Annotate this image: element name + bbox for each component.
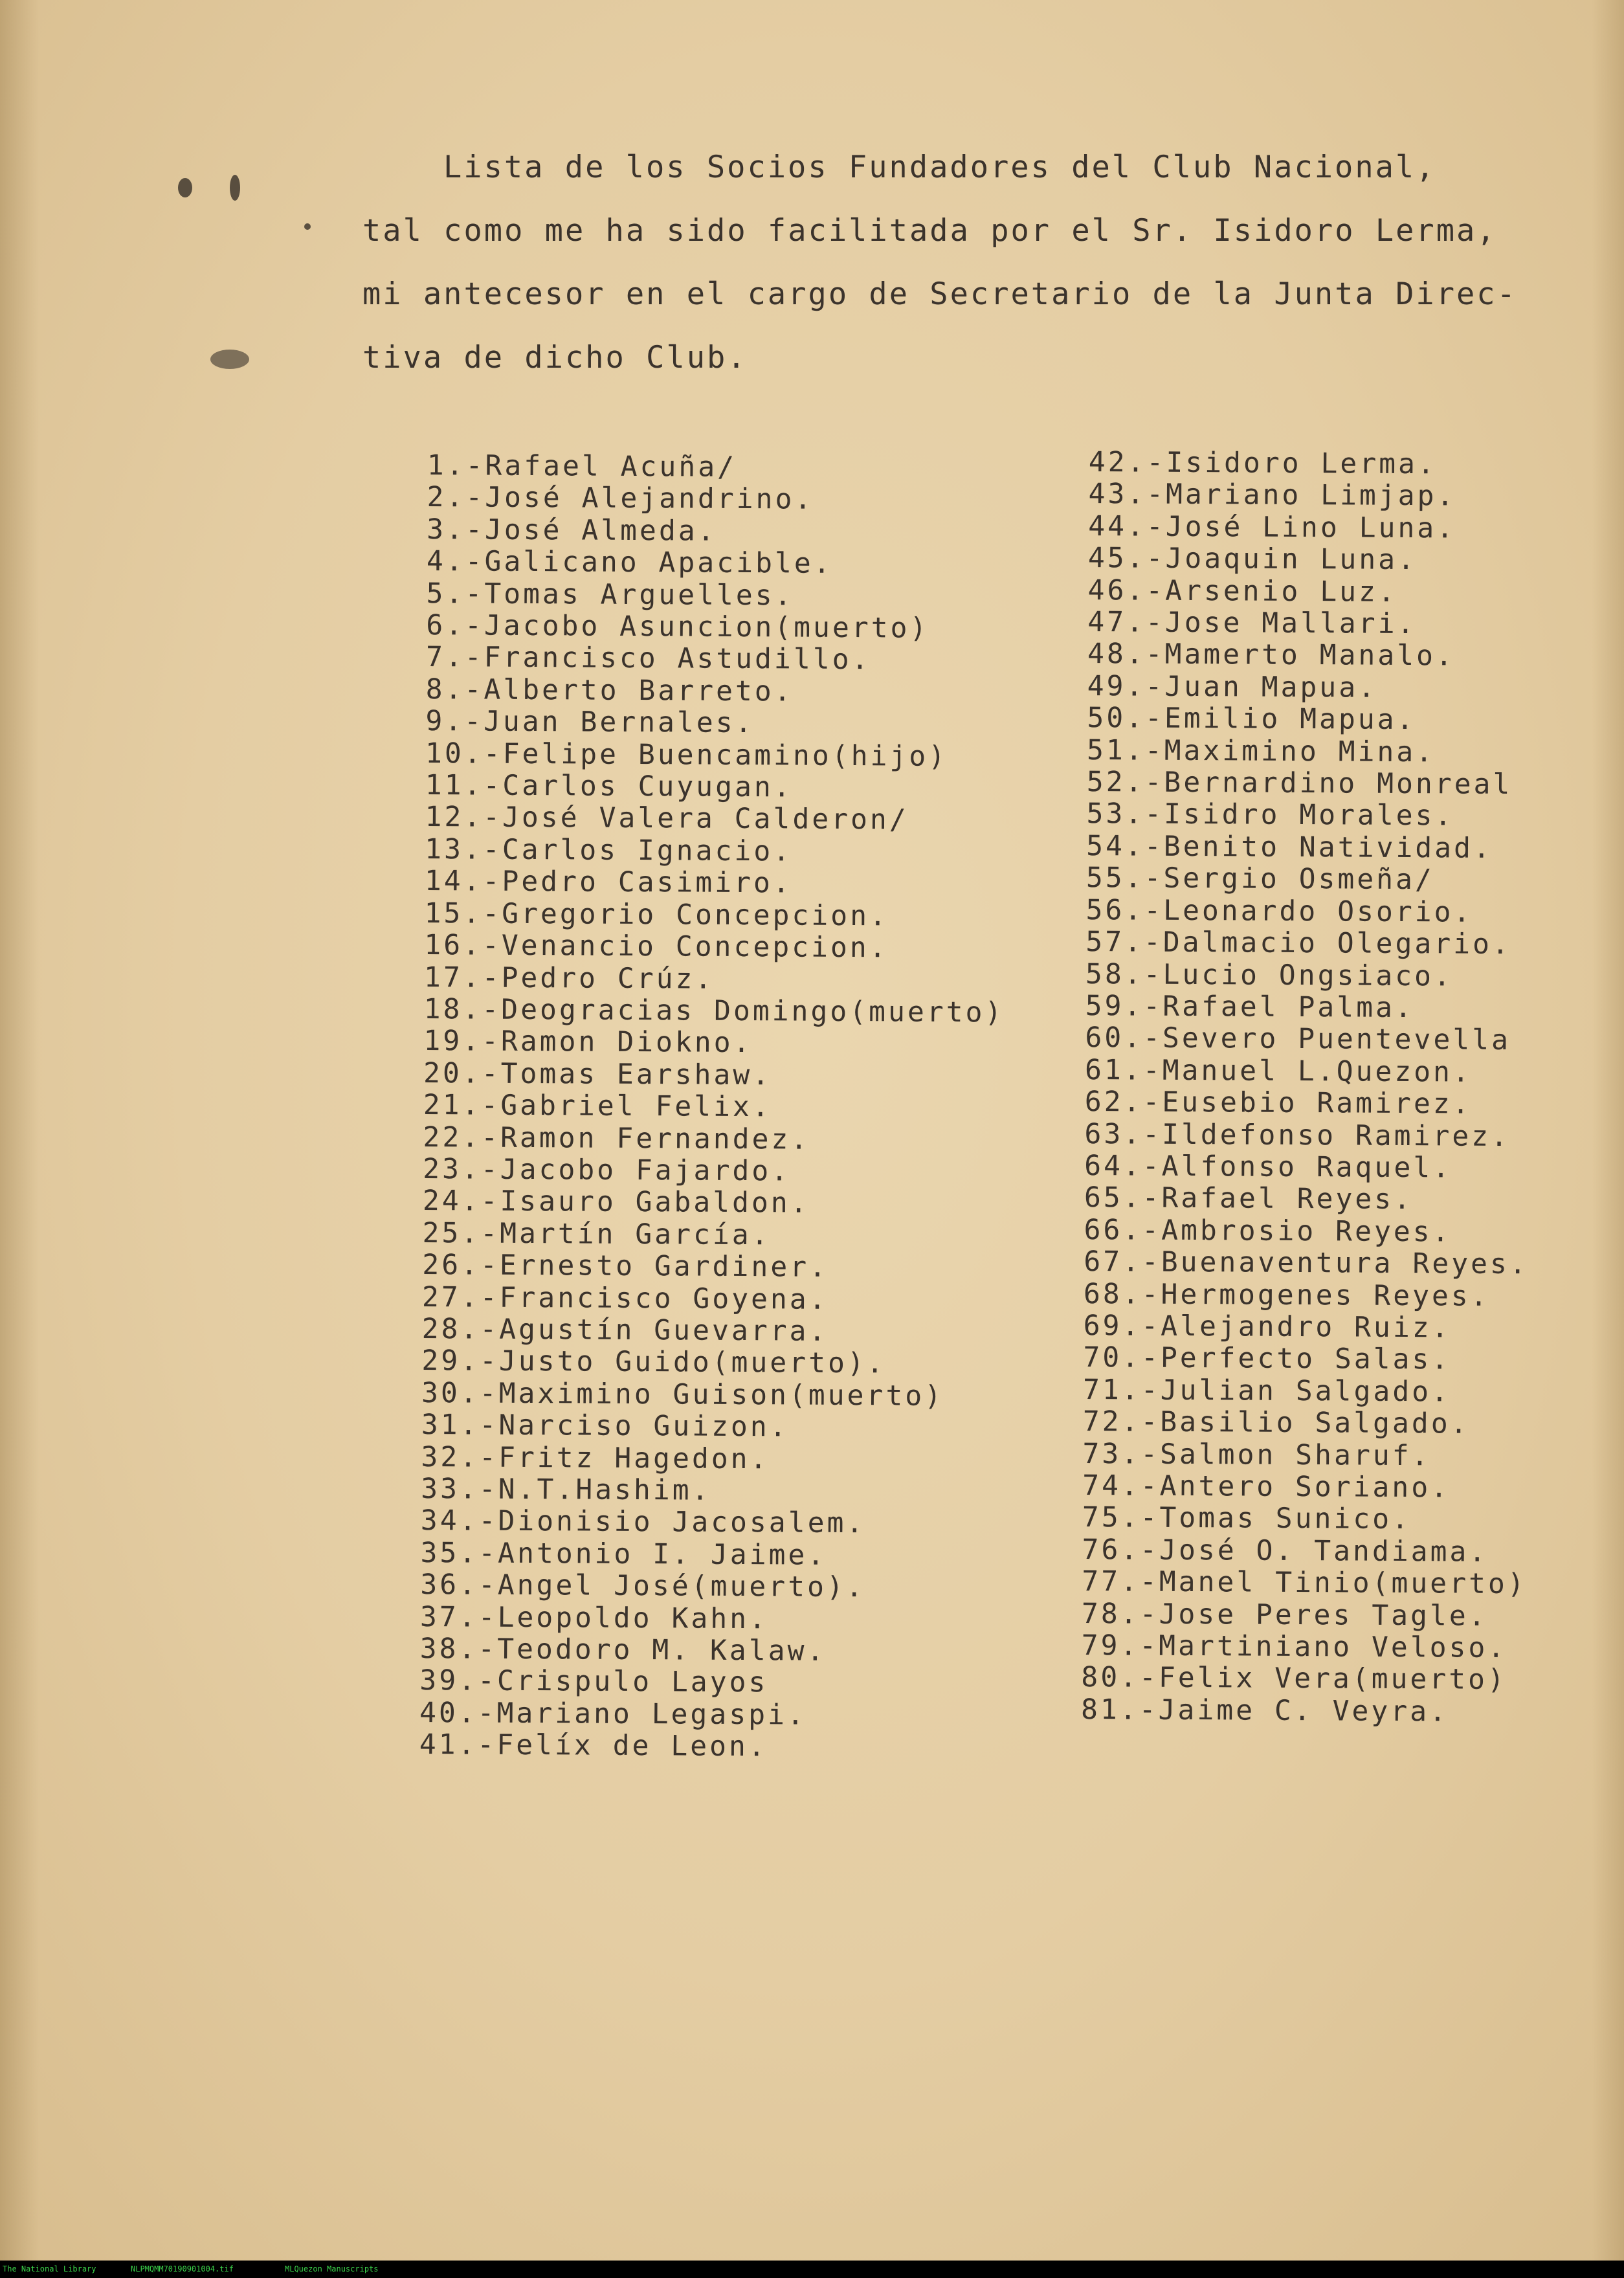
member-entry: 73.-Salmon Sharuf. xyxy=(1082,1437,1431,1472)
member-entry: 18.-Deogracias Domingo(muerto) xyxy=(423,992,1005,1029)
member-entry: 54.-Benito Natividad. xyxy=(1086,829,1493,865)
member-entry: 22.-Ramon Fernandez. xyxy=(423,1121,810,1156)
member-entry: 24.-Isauro Gabaldon. xyxy=(422,1185,810,1220)
member-entry: 70.-Perfecto Salas. xyxy=(1083,1341,1451,1376)
member-entry: 65.-Rafael Reyes. xyxy=(1084,1181,1414,1216)
intro-line: Lista de los Socios Fundadores del Club Nacional, xyxy=(443,150,1436,185)
member-entry: 74.-Antero Soriano. xyxy=(1082,1469,1451,1504)
member-entry: 55.-Sergio Osmeña/ xyxy=(1085,862,1435,897)
member-entry: 50.-Emilio Mapua. xyxy=(1087,702,1416,737)
member-entry: 5.-Tomas Arguelles. xyxy=(426,577,794,612)
member-entry: 43.-Mariano Limjap. xyxy=(1088,478,1456,513)
member-entry: 20.-Tomas Earshaw. xyxy=(423,1056,772,1091)
member-entry: 13.-Carlos Ignacio. xyxy=(425,832,793,868)
member-entry: 33.-N.T.Hashim. xyxy=(421,1472,711,1507)
member-entry: 80.-Felix Vera(muerto) xyxy=(1081,1661,1507,1697)
member-entry: 32.-Fritz Hagedon. xyxy=(421,1440,770,1475)
member-entry: 64.-Alfonso Raquel. xyxy=(1084,1149,1452,1185)
member-entry: 58.-Lucio Ongsiaco. xyxy=(1085,957,1454,992)
intro-line: tal como me ha sido facilitada por el Sr. Isidoro Lerma, xyxy=(362,213,1497,249)
ink-smudge xyxy=(210,350,249,369)
footer-library: The National Library xyxy=(3,2264,96,2273)
member-entry: 21.-Gabriel Felix. xyxy=(423,1089,772,1124)
member-list-right xyxy=(1081,447,1533,1728)
member-entry: 42.-Isidoro Lerma. xyxy=(1088,446,1437,481)
member-entry: 45.-Joaquin Luna. xyxy=(1087,542,1418,577)
member-entry: 16.-Venancio Concepcion. xyxy=(424,929,889,965)
member-entry: 77.-Manel Tinio(muerto) xyxy=(1082,1565,1527,1601)
member-entry: 10.-Felipe Buencamino(hijo) xyxy=(425,737,948,773)
member-list-left xyxy=(419,450,1008,1765)
ink-smudge xyxy=(178,178,192,197)
member-entry: 75.-Tomas Sunico. xyxy=(1082,1501,1412,1536)
member-entry: 63.-Ildefonso Ramirez. xyxy=(1084,1117,1511,1153)
member-entry: 2.-José Alejandrino. xyxy=(427,481,814,517)
member-entry: 49.-Juan Mapua. xyxy=(1087,669,1378,704)
member-entry: 57.-Dalmacio Olegario. xyxy=(1085,926,1512,961)
member-entry: 35.-Antonio I. Jaime. xyxy=(420,1536,827,1572)
intro-line: tiva de dicho Club. xyxy=(362,340,748,375)
footer-collection: MLQuezon Manuscripts xyxy=(285,2264,379,2273)
member-entry: 14.-Pedro Casimiro. xyxy=(424,865,792,900)
member-entry: 78.-Jose Peres Tagle. xyxy=(1081,1597,1488,1633)
member-entry: 4.-Galicano Apacible. xyxy=(426,545,833,581)
member-entry: 41.-Felíx de Leon. xyxy=(419,1728,768,1763)
member-entry: 60.-Severo Puentevella xyxy=(1085,1022,1511,1057)
member-entry: 29.-Justo Guido(muerto). xyxy=(421,1345,886,1380)
member-entry: 17.-Pedro Crúz. xyxy=(423,961,715,996)
ink-smudge xyxy=(230,175,240,201)
member-entry: 67.-Buenaventura Reyes. xyxy=(1084,1245,1529,1281)
ink-smudge xyxy=(304,223,311,230)
member-entry: 11.-Carlos Cuyugan. xyxy=(425,769,793,804)
member-entry: 7.-Francisco Astudillo. xyxy=(425,641,871,676)
footer-file-id: NLPMQMM70190901004.tif xyxy=(131,2264,234,2273)
member-entry: 30.-Maximino Guison(muerto) xyxy=(421,1376,944,1413)
member-entry: 19.-Ramon Diokno. xyxy=(423,1025,753,1060)
member-entry: 28.-Agustín Guevarra. xyxy=(421,1312,829,1348)
member-entry: 71.-Julian Salgado. xyxy=(1082,1373,1451,1409)
member-entry: 62.-Eusebio Ramirez. xyxy=(1084,1086,1472,1121)
member-entry: 47.-Jose Mallari. xyxy=(1087,606,1417,641)
member-entry: 48.-Mamerto Manalo. xyxy=(1087,638,1456,673)
intro-paragraph xyxy=(362,136,1528,390)
member-entry: 26.-Ernesto Gardiner. xyxy=(422,1249,829,1284)
member-entry: 44.-José Lino Luna. xyxy=(1088,509,1456,545)
member-entry: 12.-José Valera Calderon/ xyxy=(425,801,909,837)
member-entry: 61.-Manuel L.Quezon. xyxy=(1084,1053,1473,1089)
member-entry: 1.-Rafael Acuña/ xyxy=(427,449,737,484)
member-entry: 46.-Arsenio Luz. xyxy=(1087,574,1398,609)
member-entry: 56.-Leonardo Osorio. xyxy=(1085,893,1473,929)
member-entry: 36.-Angel José(muerto). xyxy=(420,1569,865,1604)
member-entry: 72.-Basilio Salgado. xyxy=(1082,1405,1470,1440)
member-entry: 6.-Jacobo Asuncion(muerto) xyxy=(426,609,929,645)
member-entry: 9.-Juan Bernales. xyxy=(425,705,755,740)
member-entry: 3.-José Almeda. xyxy=(427,513,717,548)
scan-footer xyxy=(0,2261,1624,2278)
member-entry: 79.-Martiniano Veloso. xyxy=(1081,1629,1507,1665)
member-entry: 76.-José O. Tandiama. xyxy=(1082,1533,1489,1569)
member-entry: 52.-Bernardino Monreal xyxy=(1086,766,1513,801)
member-entry: 31.-Narciso Guizon. xyxy=(421,1409,789,1444)
member-entry: 38.-Teodoro M. Kalaw. xyxy=(419,1632,827,1668)
member-entry: 69.-Alejandro Ruiz. xyxy=(1083,1309,1451,1345)
member-entry: 27.-Francisco Goyena. xyxy=(421,1280,829,1316)
member-entry: 81.-Jaime C. Veyra. xyxy=(1080,1693,1449,1728)
member-entry: 34.-Dionisio Jacosalem. xyxy=(420,1504,866,1540)
member-entry: 8.-Alberto Barreto. xyxy=(425,673,794,708)
member-entry: 25.-Martín García. xyxy=(422,1216,771,1252)
member-entry: 15.-Gregorio Concepcion. xyxy=(424,897,889,933)
member-entry: 53.-Isidro Morales. xyxy=(1086,798,1454,832)
member-entry: 39.-Crispulo Layos xyxy=(419,1664,768,1699)
member-entry: 23.-Jacobo Fajardo. xyxy=(423,1152,791,1188)
member-entry: 66.-Ambrosio Reyes. xyxy=(1084,1213,1452,1249)
intro-line: mi antecesor en el cargo de Secretario de la Junta Direc- xyxy=(362,276,1517,312)
member-entry: 51.-Maximino Mina. xyxy=(1086,733,1436,768)
member-entry: 40.-Mariano Legaspi. xyxy=(419,1696,806,1732)
member-entry: 68.-Hermogenes Reyes. xyxy=(1083,1277,1490,1313)
member-entry: 37.-Leopoldo Kahn. xyxy=(419,1600,769,1635)
member-entry: 59.-Rafael Palma. xyxy=(1085,989,1414,1024)
